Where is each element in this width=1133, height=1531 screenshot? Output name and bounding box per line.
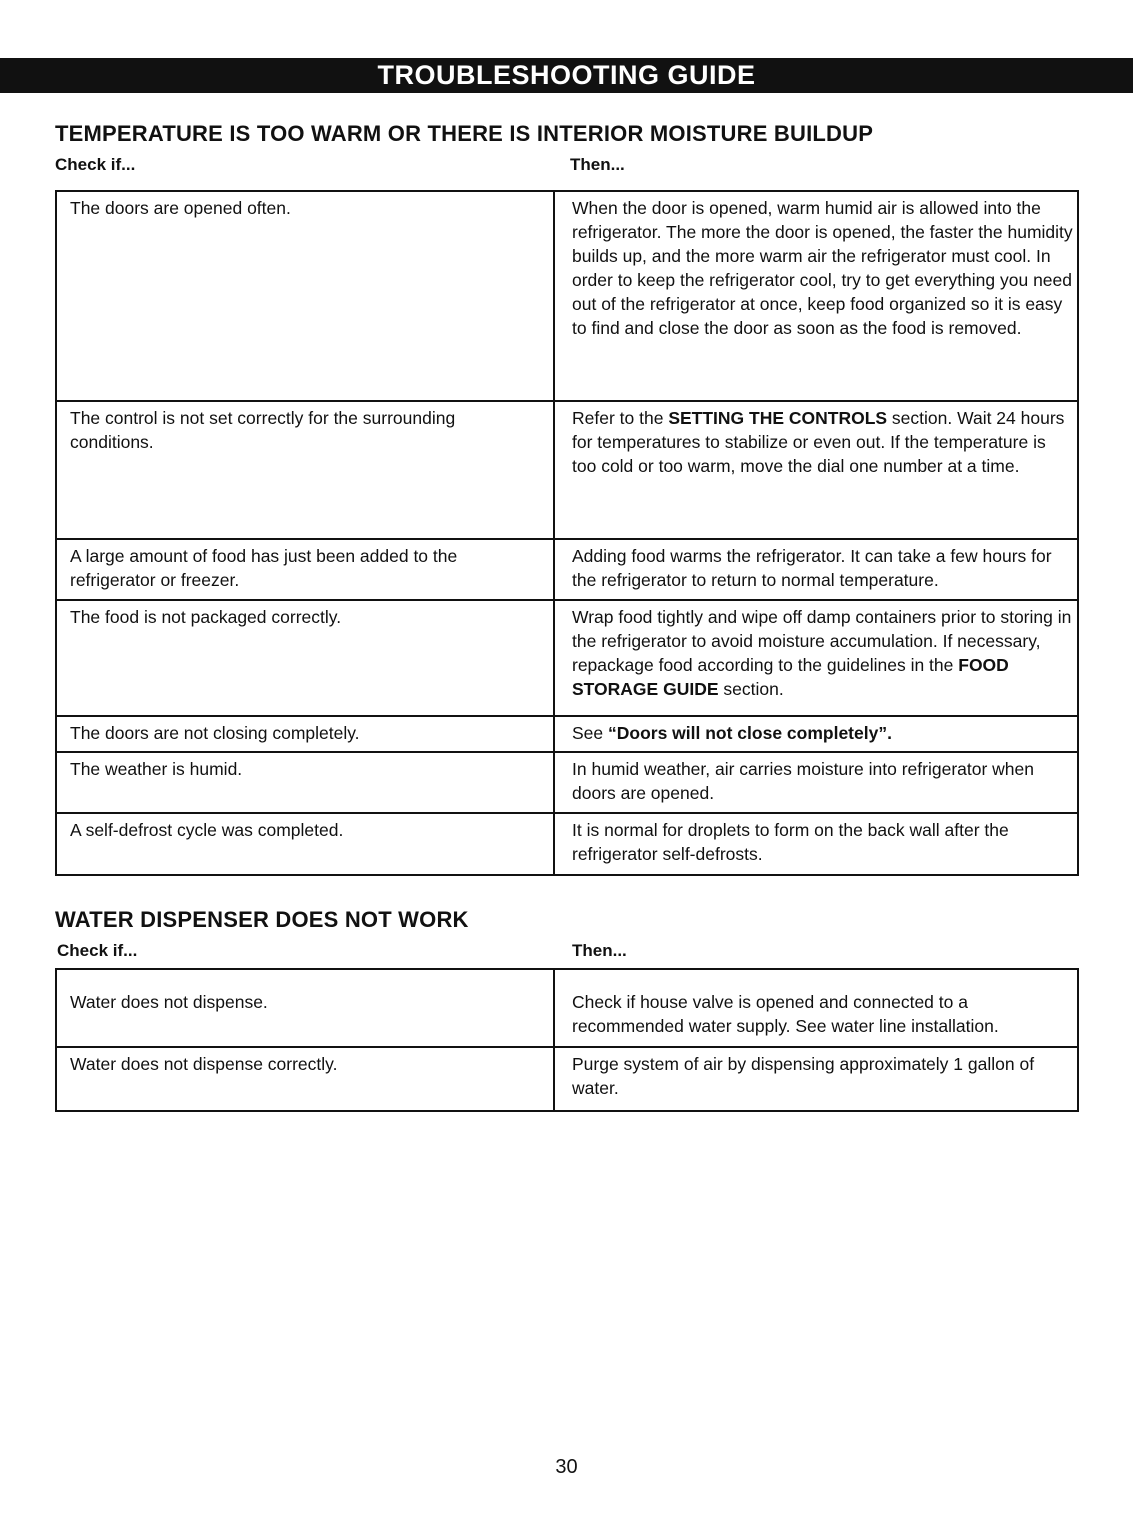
page-number: 30 <box>555 1456 578 1478</box>
then-cell: When the door is opened, warm humid air is allowed into the refrigerator. The more the door is opened, the faster the humidity builds up, and the more warm air the refrigerator must cool. In order to keep the refrigerator cool, try to get everything you need out of the refrigerator at once, keep food organized so it is easy to find and close the door as soon as the food is removed. <box>554 191 1078 401</box>
check-cell: The weather is humid. <box>56 752 554 813</box>
table-row <box>56 1047 1078 1111</box>
then-text: section. <box>718 679 784 699</box>
table-row <box>56 539 1078 600</box>
section-title-water-dispenser: WATER DISPENSER DOES NOT WORK <box>55 907 469 932</box>
check-cell: The doors are not closing completely. <box>56 716 554 752</box>
check-cell: A self-defrost cycle was completed. <box>56 813 554 875</box>
check-cell: Water does not dispense correctly. <box>56 1047 554 1111</box>
check-cell: The control is not set correctly for the surrounding conditions. <box>56 401 554 539</box>
table-row <box>56 752 1078 813</box>
check-cell: The food is not packaged correctly. <box>56 600 554 716</box>
table-row <box>56 191 1078 401</box>
water-dispenser-table <box>55 968 1079 1112</box>
temperature-troubleshooting-table <box>55 190 1079 876</box>
table-row <box>56 716 1078 752</box>
check-cell: The doors are opened often. <box>56 191 554 401</box>
then-text: Wrap food tightly and wipe off damp containers prior to storing in the refrigerator to avoid moisture accumulation. If necessary, repackage food according to the guidelines in the <box>572 607 1072 675</box>
check-cell: A large amount of food has just been added to the refrigerator or freezer. <box>56 539 554 600</box>
then-cell: It is normal for droplets to form on the back wall after the refrigerator self-defrosts. <box>554 813 1078 875</box>
then-header: Then... <box>572 941 627 960</box>
then-cell <box>554 716 1078 752</box>
then-header: Then... <box>570 155 625 174</box>
check-cell: Water does not dispense. <box>56 969 554 1047</box>
then-text: section. Wait 24 hours for temperatures to stabilize or even out. If the temperature is too cold or too warm, move the dial one number at a time. <box>572 408 1065 476</box>
then-bold-reference: “Doors will not close completely”. <box>608 723 892 743</box>
then-cell: Purge system of air by dispensing approximately 1 gallon of water. <box>554 1047 1078 1111</box>
then-text: Refer to the <box>572 408 669 428</box>
page-banner: TROUBLESHOOTING GUIDE <box>0 58 1133 93</box>
then-cell: In humid weather, air carries moisture into refrigerator when doors are opened. <box>554 752 1078 813</box>
then-cell <box>554 401 1078 539</box>
then-cell <box>554 600 1078 716</box>
then-cell: Adding food warms the refrigerator. It can take a few hours for the refrigerator to return to normal temperature. <box>554 539 1078 600</box>
table-row <box>56 969 1078 1047</box>
then-bold-reference: FOOD STORAGE GUIDE <box>572 655 1009 699</box>
table-row <box>56 813 1078 875</box>
section-title-temperature: TEMPERATURE IS TOO WARM OR THERE IS INTERIOR MOISTURE BUILDUP <box>55 121 874 146</box>
check-if-header: Check if... <box>57 941 138 960</box>
then-cell: Check if house valve is opened and connected to a recommended water supply. See water line installation. <box>554 969 1078 1047</box>
then-text: See <box>572 723 608 743</box>
table-row <box>56 600 1078 716</box>
then-bold-reference: SETTING THE CONTROLS <box>668 408 888 428</box>
table-row <box>56 401 1078 539</box>
check-if-header: Check if... <box>55 155 136 174</box>
